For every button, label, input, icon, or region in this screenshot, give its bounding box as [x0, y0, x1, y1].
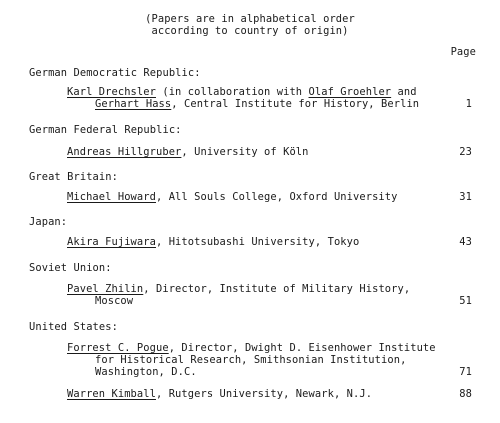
entry-line [67, 191, 445, 203]
affiliation-text: , Director, Institute of Military History, [143, 283, 411, 295]
author-name: Michael Howard [67, 191, 156, 203]
entry-zhilin [67, 283, 445, 307]
entry-drechsler [67, 86, 445, 110]
affiliation-continued: Moscow [95, 295, 134, 307]
author-name: Pavel Zhilin [67, 283, 144, 295]
entry-line [67, 366, 445, 378]
country-heading-great-britain: Great Britain: [29, 171, 118, 183]
author-name: Karl Drechsler [67, 86, 156, 98]
entry-line [67, 86, 445, 98]
page-column-heading: Page [450, 46, 476, 58]
entry-kimball [67, 388, 445, 400]
country-heading-soviet-union: Soviet Union: [29, 262, 112, 274]
page-number: 1 [465, 98, 472, 110]
intro-note-line-1: (Papers are in alphabetical order [145, 13, 355, 25]
page-number: 88 [459, 388, 472, 400]
affiliation-text: , University of Köln [181, 146, 309, 158]
intro-note-line-2: according to country of origin) [151, 25, 349, 37]
page-number: 71 [459, 366, 472, 378]
affiliation-text: , Rutgers University, Newark, N.J. [155, 388, 373, 400]
entry-howard [67, 191, 445, 203]
page-number: 31 [459, 191, 472, 203]
affiliation-text: , All Souls College, Oxford University [155, 191, 398, 203]
entry-line [67, 98, 445, 110]
author-name: Akira Fujiwara [67, 236, 156, 248]
author-name: Andreas Hillgruber [67, 146, 182, 158]
page-number: 23 [459, 146, 472, 158]
country-heading-united-states: United States: [29, 321, 118, 333]
entry-line [67, 342, 445, 354]
affiliation-continued: Washington, D.C. [95, 366, 197, 378]
country-heading-frg: German Federal Republic: [29, 124, 182, 136]
entry-line [67, 354, 445, 366]
entry-fujiwara [67, 236, 445, 248]
affiliation-text: , Hitotsubashi University, Tokyo [155, 236, 360, 248]
author-name: Forrest C. Pogue [67, 342, 169, 354]
entry-line [67, 388, 445, 400]
conjunction-text: and [391, 86, 417, 98]
page-number: 43 [459, 236, 472, 248]
collaboration-text: (in collaboration with [155, 86, 309, 98]
author-name: Warren Kimball [67, 388, 156, 400]
entry-line [67, 146, 445, 158]
affiliation-continued: for Historical Research, Smithsonian Institution, [95, 354, 407, 366]
country-heading-japan: Japan: [29, 216, 68, 228]
page-number: 51 [459, 295, 472, 307]
entry-line [67, 295, 445, 307]
entry-line [67, 236, 445, 248]
entry-hillgruber [67, 146, 445, 158]
entry-line [67, 283, 445, 295]
affiliation-text: , Director, Dwight D. Eisenhower Institute [168, 342, 436, 354]
entry-pogue [67, 342, 445, 378]
author-name: Olaf Groehler [308, 86, 392, 98]
country-heading-gdr: German Democratic Republic: [29, 67, 201, 79]
affiliation-text: , Central Institute for History, Berlin [171, 98, 420, 110]
author-name: Gerhart Hass [95, 98, 172, 110]
